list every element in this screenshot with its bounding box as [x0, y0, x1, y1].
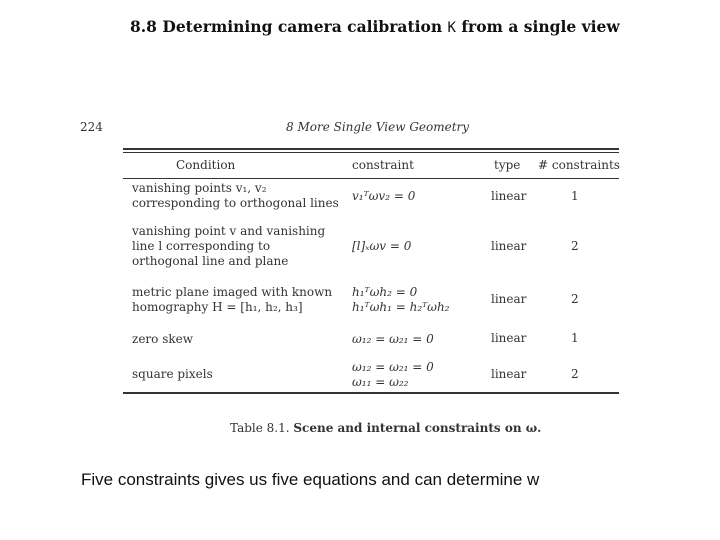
row1-condition — [132, 181, 339, 211]
row5-constraint — [352, 360, 434, 390]
table-header-rule — [123, 178, 619, 179]
row3-type: linear — [491, 292, 527, 306]
row5-count: 2 — [571, 367, 579, 381]
row1-condition-line1: vanishing points v₁, v₂ — [132, 181, 267, 195]
row2-condition-line3: orthogonal line and plane — [132, 254, 289, 268]
row2-constraint: [l]ₓωv = 0 — [352, 239, 412, 253]
row5-type: linear — [491, 367, 527, 381]
row3-constraint-line2: h₁ᵀωh₁ = h₂ᵀωh₂ — [352, 300, 450, 314]
row3-condition-line1: metric plane imaged with known — [132, 285, 333, 299]
row3-condition — [132, 285, 332, 315]
header-num-constraints: # constraints — [538, 158, 620, 172]
footer-text: Five constraints gives us five equations and can determine w — [81, 470, 540, 489]
row3-constraint-line1: h₁ᵀωh₂ = 0 — [352, 285, 418, 299]
row2-type: linear — [491, 239, 527, 253]
section-number: 8.8 — [130, 17, 157, 36]
caption-label: Table 8.1. — [230, 421, 290, 435]
row2-condition-line1: vanishing point v and vanishing — [132, 224, 326, 238]
row4-condition: zero skew — [132, 332, 194, 346]
row5-condition: square pixels — [132, 367, 213, 381]
row1-constraint: v₁ᵀωv₂ = 0 — [352, 189, 416, 203]
row3-condition-line2: homography H = [h₁, h₂, h₃] — [132, 300, 303, 314]
header-condition: Condition — [176, 158, 236, 172]
caption-text: Scene and internal constraints on ω. — [293, 421, 542, 435]
section-heading — [130, 17, 620, 36]
row3-constraint — [352, 285, 450, 315]
section-title-end: from a single view — [461, 17, 620, 36]
row5-constraint-line2: ω₁₁ = ω₂₂ — [352, 375, 409, 389]
row1-count: 1 — [571, 189, 579, 203]
table-top-rule-inner — [123, 152, 619, 153]
row2-condition — [132, 224, 325, 269]
header-constraint: constraint — [352, 158, 414, 172]
row1-type: linear — [491, 189, 527, 203]
header-type: type — [494, 158, 521, 172]
row5-constraint-line1: ω₁₂ = ω₂₁ = 0 — [352, 360, 434, 374]
row1-condition-line2: corresponding to orthogonal lines — [132, 196, 339, 210]
row2-count: 2 — [571, 239, 579, 253]
row4-constraint: ω₁₂ = ω₂₁ = 0 — [352, 332, 434, 346]
table-top-rule — [123, 148, 619, 150]
section-title-start: Determining camera calibration — [162, 17, 443, 36]
page-number: 224 — [80, 120, 103, 134]
row4-count: 1 — [571, 331, 579, 345]
row2-condition-line2: line l corresponding to — [132, 239, 271, 253]
running-head: 8 More Single View Geometry — [286, 120, 470, 134]
table-caption — [230, 421, 541, 435]
table-bottom-rule — [123, 392, 619, 394]
row4-type: linear — [491, 331, 527, 345]
row3-count: 2 — [571, 292, 579, 306]
section-title-symbol: K — [447, 20, 456, 36]
